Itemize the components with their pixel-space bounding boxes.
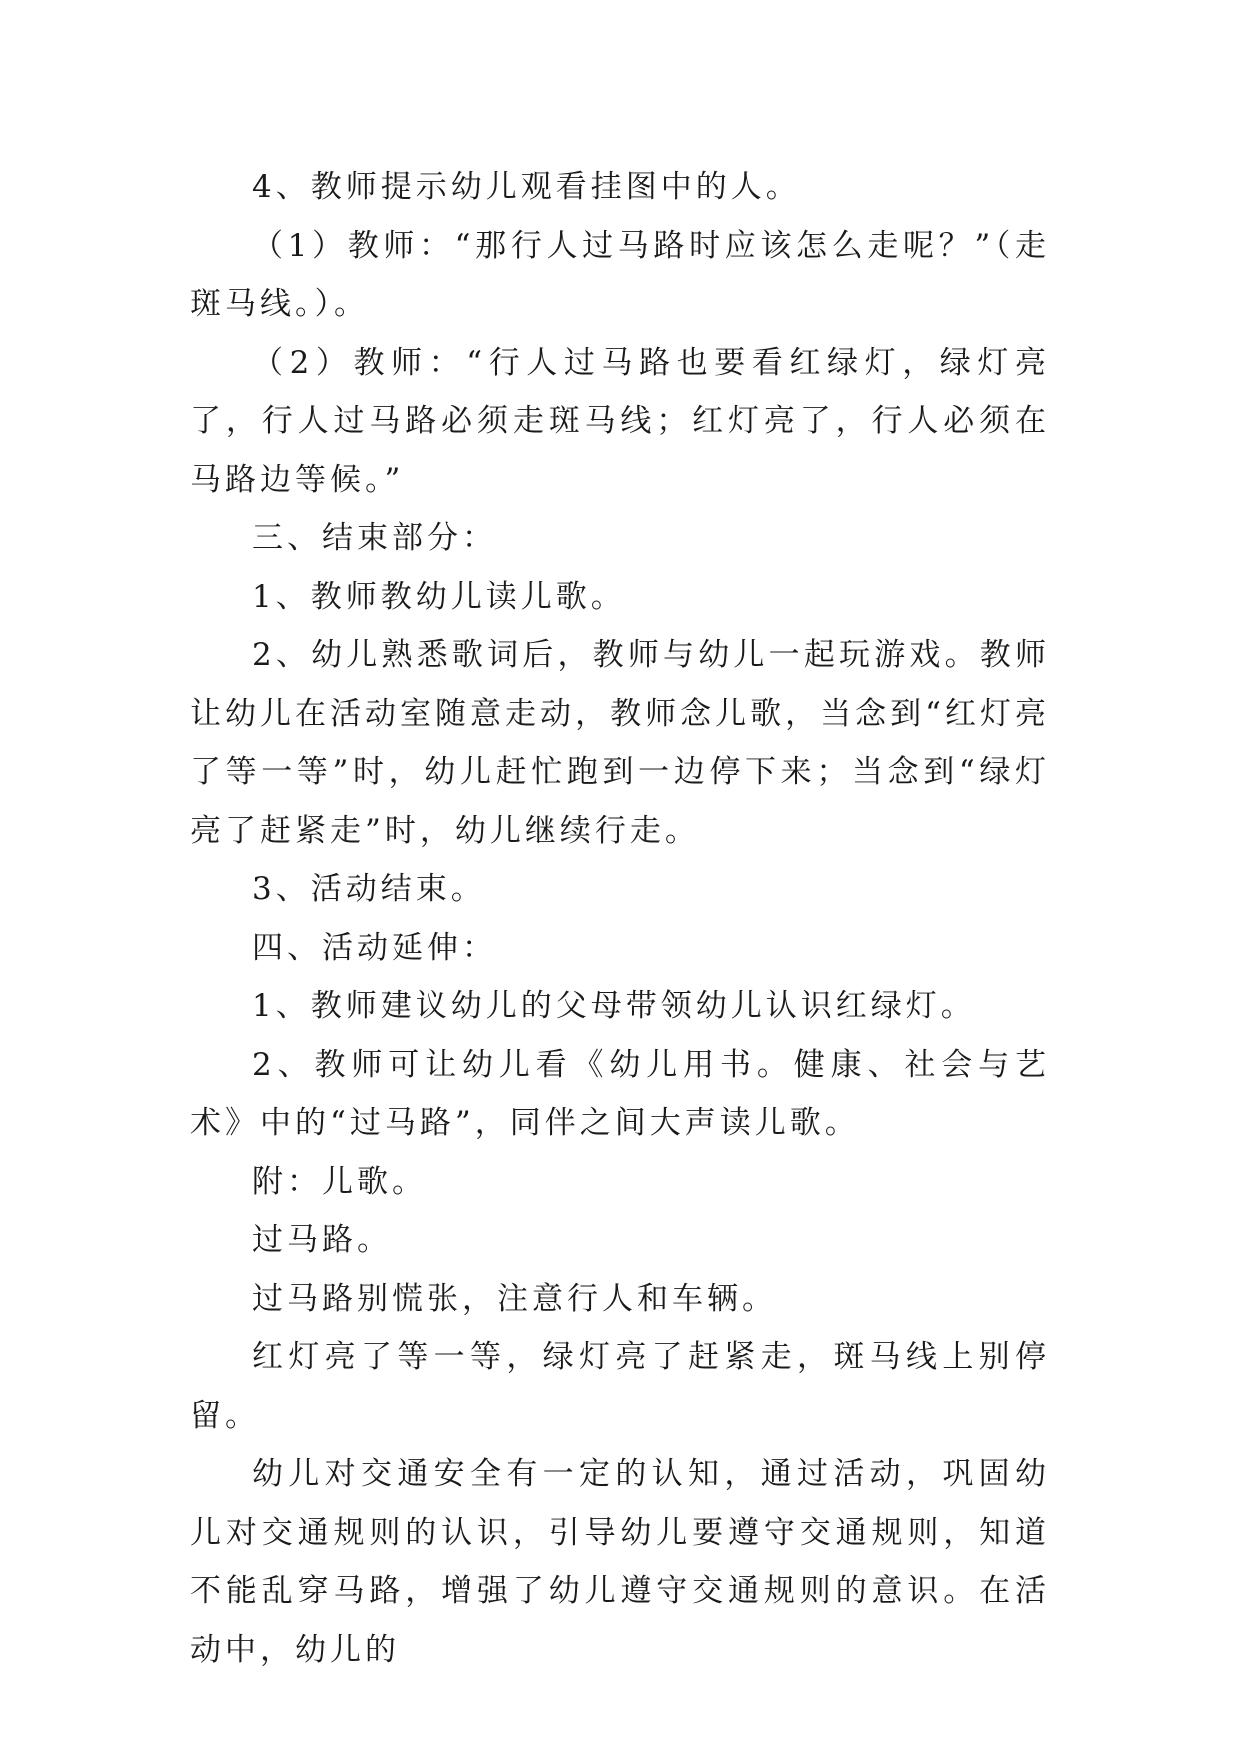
- section-heading-conclusion: 三、结束部分：: [252, 520, 497, 556]
- song-title: 过马路。: [252, 1222, 392, 1258]
- song-line-1: 过马路别慌张，注意行人和车辆。: [252, 1280, 777, 1317]
- paragraph-2: （1）教师：“那行人过马路时应该怎么走呢？”（走斑马线。）。: [190, 227, 1050, 322]
- paragraph-10: 2、教师可让幼儿看《幼儿用书。健康、社会与艺术》中的“过马路”，同伴之间大声读儿歌。: [190, 1046, 1050, 1141]
- appendix-label: 附：儿歌。: [252, 1163, 427, 1200]
- song-line-2: 红灯亮了等一等，绿灯亮了赶紧走，斑马线上别停留。: [190, 1339, 1050, 1434]
- paragraph-5: 1、教师教幼儿读儿歌。: [252, 578, 626, 615]
- paragraph-7: 3、活动结束。: [252, 871, 486, 907]
- section-heading-extension: 四、活动延伸：: [252, 929, 497, 966]
- reflection-paragraph: 幼儿对交通安全有一定的认知，通过活动，巩固幼儿对交通规则的认识，引导幼儿要遵守交通规则，知道不能乱穿马路，增强了幼儿遵守交通规则的意识。在活动中，幼儿的: [190, 1456, 1050, 1668]
- paragraph-3: （2）教师：“行人过马路也要看红绿灯，绿灯亮了，行人过马路必须走斑马线；红灯亮了，行人必须在马路边等候。”: [190, 344, 1050, 498]
- paragraph-9: 1、教师建议幼儿的父母带领幼儿认识红绿灯。: [252, 988, 976, 1024]
- document-body: [190, 158, 1050, 1679]
- paragraph-6: 2、幼儿熟悉歌词后，教师与幼儿一起玩游戏。教师让幼儿在活动室随意走动，教师念儿歌，当念到“红灯亮了等一等”时，幼儿赶忙跑到一边停下来；当念到“绿灯亮了赶紧走”时，幼儿继续行走。: [190, 637, 1050, 849]
- paragraph-1: 4、教师提示幼儿观看挂图中的人。: [252, 169, 801, 205]
